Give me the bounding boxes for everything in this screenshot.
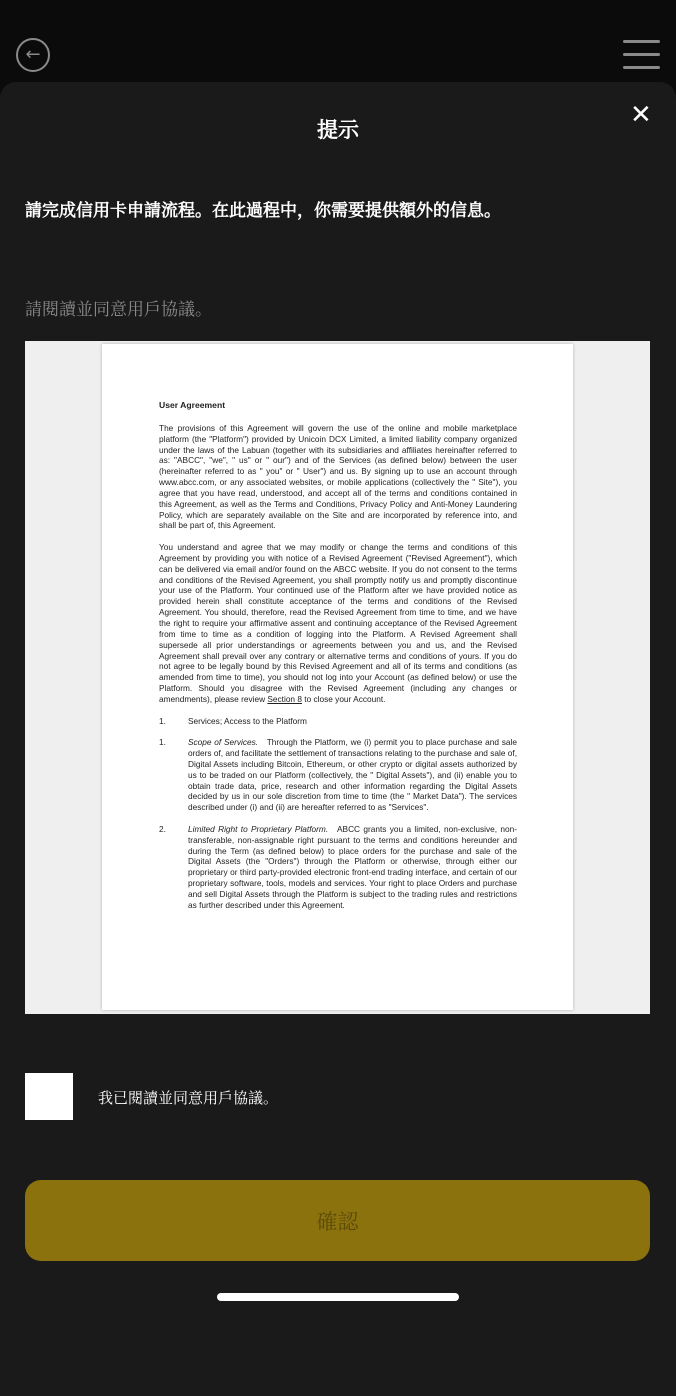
section-number: 1. [159, 715, 166, 726]
dialog-message: 請完成信用卡申請流程。在此過程中，你需要提供額外的信息。 [25, 201, 501, 221]
document-heading: User Agreement [159, 400, 226, 410]
document-viewer[interactable] [25, 341, 650, 1014]
item-text: Through the Platform, we (i) permit you to place purchase and sale orders of, and facilitate the settlement of transactions relating to the purchase and sale of, Digital Assets including Bitcoin, Ethereum, or other crypto or digital assets authorized by us to be traded on our Platform (collectively, the " Digital Assets"), and (ii) enable you to obtain trade data, price, research and other information regarding the Digital Assets decided by us in our sole discretion from time to time (the " Market Data"). The services described under (i) and (ii) are hereafter referred to as "Services". [188, 737, 517, 813]
item-text: ABCC grants you a limited, non-exclusive, non-transferable, non-assignable right pursuant to the terms and conditions hereunder and during the Term (as defined below) to place orders for the purchase and sale of the Digital Assets (the "Orders") through the Platform or otherwise, through either our proprietary or third party-provided electronic front-end trading interface, and certain of our proprietary software, tools, models and services. Your right to place Orders and purchase and sell Digital Assets through the Platform is subject to the trading rules and restrictions as further described under this Agreement. [188, 823, 517, 910]
item-title: Scope of Services. [188, 737, 259, 748]
document-page [102, 344, 573, 1010]
document-content [159, 400, 517, 921]
back-button[interactable] [16, 38, 50, 72]
document-paragraph: The provisions of this Agreement will govern the use of the online and mobile marketplace platform (the "Platform") provided by Unicoin DCX Limited, a limited liability company organized under the laws of the Labuan (together with its subsidiaries and affiliates hereinafter referred to as: "ABCC", "we", " us" or " our") and of the Services (as defined below) between the user (hereinafter referred to as " you" or " User") and us. By signing up to use an account through www.abcc.com, or any associated websites, or mobile applications (collectively the " Site"), you agree that you have read, understood, and accept all of the terms and conditions contained in this Agreement, as well as the Terms and Conditions, Privacy Policy and Anti-Money Laundering Policy, which are separately available on the Site and are incorporated by reference into, and shall be part of, this Agreement. [159, 422, 517, 531]
menu-button[interactable] [623, 40, 660, 70]
close-icon[interactable]: ✕ [630, 100, 652, 130]
confirm-button[interactable]: 確認 [25, 1180, 650, 1261]
list-item [159, 824, 517, 911]
dialog-title: 提示 [317, 118, 359, 142]
menu-line [623, 53, 660, 56]
section-heading [159, 716, 517, 727]
arrow-left-icon: ← [25, 44, 41, 65]
home-indicator [217, 1293, 459, 1301]
agree-checkbox[interactable] [25, 1073, 73, 1120]
item-title: Limited Right to Proprietary Platform. [188, 823, 329, 834]
menu-line [623, 66, 660, 69]
instruction-text: 請閱讀並同意用戶協議。 [25, 300, 212, 320]
section-title: Services; Access to the Platform [188, 715, 307, 726]
item-number: 2. [159, 823, 166, 834]
paragraph-text: to close your Account. [301, 693, 386, 704]
section-8-link[interactable]: Section 8 [267, 693, 302, 704]
dialog-sheet [0, 82, 676, 1396]
document-paragraph [159, 542, 517, 705]
menu-line [623, 40, 660, 43]
list-item [159, 737, 517, 813]
item-number: 1. [159, 737, 166, 748]
agree-label[interactable]: 我已閱讀並同意用戶協議。 [98, 1089, 279, 1107]
paragraph-text: You understand and agree that we may modify or change the terms and conditions of this Agreement by providing you with notice of a Revised Agreement ("Revised Agreement"), which can be delivered via email and/or found on the ABCC website. If you do not consent to the terms and conditions of the Revised Agreement, you shall promptly notify us and promptly discontinue your use of the Platform. Your continued use of the Platform after we have provided notice as provided herein shall constitute acceptance of the terms and conditions of the Revised Agreement. You should, therefore, read the Revised Agreement from time to time, and we have the right to require your affirmative assent and continuing acceptance of the Revised Agreement from time to time as a condition of logging into the Platform. A Revised Agreement shall supersede all prior understandings or agreements between you and us, and the Revised Agreement shall prevail over any contrary or alternative terms and conditions of yours. If you do not agree to be legally bound by this Revised Agreement and all of its terms and conditions (as amended from time to time), you should not log into your Account (as defined below) or use the Platform. Should you disagree with the Revised Agreement (including any changes or amendments), please review [159, 542, 517, 704]
